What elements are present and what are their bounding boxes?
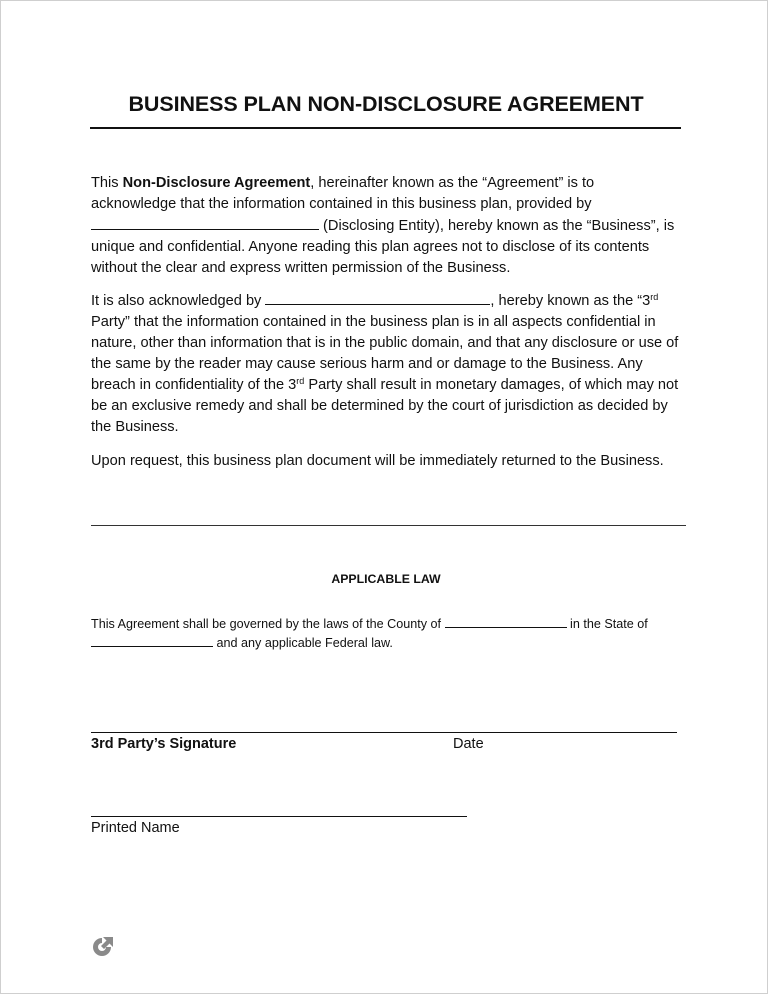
ack-text-b: , hereby known as the “3 bbox=[490, 293, 651, 309]
applicable-law-paragraph bbox=[91, 615, 681, 652]
ack-text-a: It is also acknowledged by bbox=[91, 293, 266, 309]
county-blank[interactable] bbox=[445, 616, 567, 628]
agreement-term: Non-Disclosure Agreement bbox=[122, 175, 311, 191]
acknowledgement-paragraph bbox=[91, 290, 681, 438]
applicable-law-heading: APPLICABLE LAW bbox=[331, 572, 441, 586]
printed-name-label: Printed Name bbox=[91, 820, 180, 836]
signature-label: 3rd Party’s Signature bbox=[91, 736, 237, 752]
ordinal-sup: rd bbox=[296, 376, 305, 386]
date-label: Date bbox=[453, 736, 484, 752]
law-text-a: This Agreement shall be governed by the laws of the County of bbox=[91, 617, 445, 631]
ack-text-d: Party shall result in monetary damages, of which may not be an exclusive remedy and shall be determined by the court of jurisdiction as decided by the Business. bbox=[91, 377, 679, 435]
printed-name-line[interactable] bbox=[91, 816, 467, 817]
ordinal-sup: rd bbox=[650, 292, 659, 302]
intro-text-a: , hereinafter known as the “Agreement” is to acknowledge that the information contained in this business plan, provided by bbox=[91, 175, 595, 212]
state-blank[interactable] bbox=[91, 635, 213, 647]
ack-text-c: Party” that the information contained in the business plan is in all aspects confidential in nature, other than information that is in the public domain, and that any disclosure or use of the same by the reader may cause serious harm and or damage to the Business. Any breach in confidentiality of the 3 bbox=[91, 314, 679, 393]
signature-line[interactable] bbox=[91, 732, 677, 733]
return-paragraph: Upon request, this business plan document will be immediately returned to the Business. bbox=[91, 453, 664, 469]
intro-text: This bbox=[91, 175, 123, 191]
law-text-c: and any applicable Federal law. bbox=[213, 635, 393, 650]
title-divider bbox=[90, 127, 681, 129]
section-divider bbox=[91, 525, 686, 526]
law-text-b: in the State of bbox=[566, 617, 648, 631]
intro-paragraph bbox=[91, 173, 681, 279]
disclosing-entity-blank[interactable] bbox=[91, 215, 319, 230]
intro-text-b: (Disclosing Entity), hereby known as the “Business”, is unique and confidential. Anyone reading this plan agrees not to disclose of its contents without the clear and express written permission of the Business. bbox=[91, 218, 675, 276]
third-party-blank[interactable] bbox=[265, 290, 490, 305]
arrow-circle-logo-icon bbox=[89, 934, 115, 960]
document-title: BUSINESS PLAN NON-DISCLOSURE AGREEMENT bbox=[128, 92, 644, 116]
